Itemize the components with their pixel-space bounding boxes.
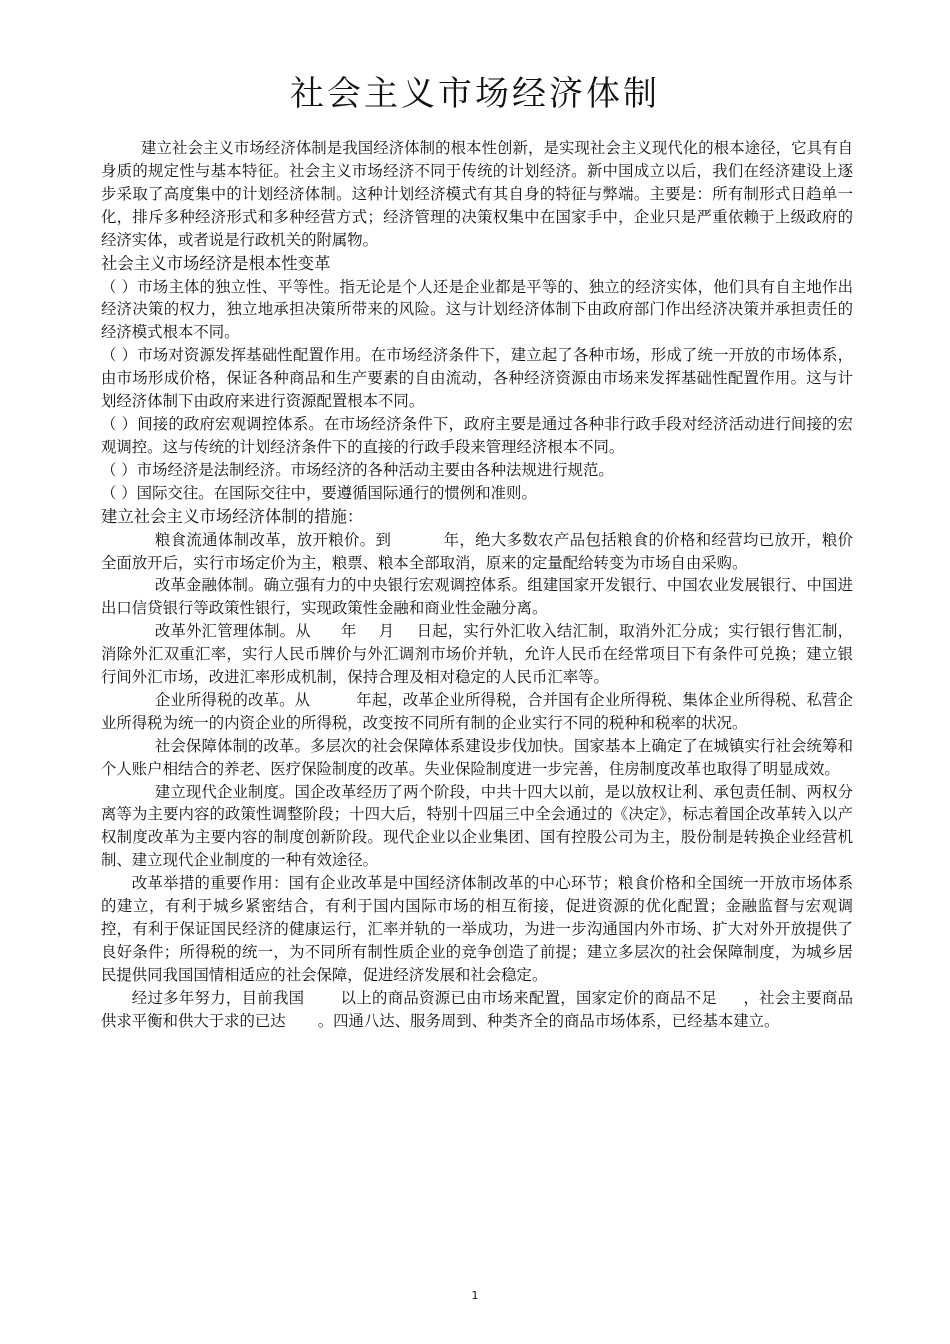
measure-forex-text-d: 日起，实行外汇收入结汇制，取消外汇分成；实行银行售汇制，消除外汇双重汇率，实行人民币牌价与外汇调剂市场价并轨，允许人民币在经常项目下有条件可兑换；建立银行间外汇市场，改进汇率形成机制，保持合理及相对稳定的人民币汇率等。 [101, 622, 853, 687]
conclusion-text-c: ，社会主要商品供求平衡和供大于求的已达 [101, 988, 853, 1030]
measure-forex-text-a: 改革外汇管理体制。从 [154, 622, 311, 641]
measure-grain-text-b: 年，绝大多数农产品包括粮食的价格和经营均已放开，粮价全面放开后，实行市场定价为主，粮票、粮本全部取消，原来的定量配给转变为市场自由采购。 [101, 530, 853, 572]
measure-tax-text-a: 企业所得税的改革。从 [154, 690, 311, 709]
importance-paragraph: 改革举措的重要作用：国有企业改革是中国经济体制改革的中心环节；粮食价格和全国统一开放市场体系的建立，有利于城乡紧密结合，有利于国内国际市场的相互衔接，促进资源的优化配置；金融监督与宏观调控，有利于保证国民经济的健康运行，汇率并轨的一举成功，为进一步沟通国内外市场、扩大对外开放提供了良好条件；所得税的统一，为不同所有制性质企业的竞争创造了前提；建立多层次的社会保障制度，为城乡居民提供同我国国情相适应的社会保障，促进经济发展和社会稳定。 [101, 874, 853, 984]
list-item: （ ）市场主体的独立性、平等性。指无论是个人还是企业都是平等的、独立的经济实体，他们具有自主地作出经济决策的权力，独立地承担决策所带来的风险。这与计划经济体制下由政府部门作出经济决策并承担责任的经济模式根本不同。 [101, 277, 853, 342]
measure-forex [101, 620, 853, 689]
measure-tax-text-b: 年起，改革企业所得税，合并国有企业所得税、集体企业所得税、私营企业所得税为统一的内资企业的所得税，改变按不同所有制的企业实行不同的税种和税率的状况。 [101, 690, 853, 732]
section-heading-change: 社会主义市场经济是根本性变革 [101, 253, 331, 273]
section-heading-measures: 建立社会主义市场经济体制的措施： [101, 506, 364, 526]
conclusion-text-a: 经过多年努力，目前我国 [131, 988, 305, 1007]
measure-forex-text-c: 月 [378, 622, 395, 641]
measure-finance: 改革金融体制。确立强有力的中央银行宏观调控体系。组建国家开发银行、中国农业发展银行、中国进出口信贷银行等政策性银行，实现政策性金融和商业性金融分离。 [101, 576, 853, 618]
list-item: （ ）国际交往。在国际交往中，要遵循国际通行的惯例和准则。 [101, 483, 537, 502]
conclusion-text-d: 。四通八达、服务周到、种类齐全的商品市场体系，已经基本建立。 [317, 1011, 780, 1030]
measure-social: 社会保障体制的改革。多层次的社会保障体系建设步伐加快。国家基本上确定了在城镇实行社会统筹和个人账户相结合的养老、医疗保险制度的改革。失业保险制度进一步完善，住房制度改革也取得了明显成效。 [101, 736, 853, 778]
list-item: （ ）间接的政府宏观调控体系。在市场经济条件下，政府主要是通过各种非行政手段对经济活动进行间接的宏观调控。这与传统的计划经济条件下的直接的行政手段来管理经济根本不同。 [101, 414, 853, 456]
document-title: 社会主义市场经济体制 [290, 74, 660, 114]
measure-enterprise: 建立现代企业制度。国企改革经历了两个阶段，中共十四大以前，是以放权让利、承包责任制、两权分离等为主要内容的政策性调整阶段；十四大后，特别十四届三中全会通过的《决定》，标志着国企改革转入以产权制度改革为主要内容的制度创新阶段。现代企业以企业集团、国有控股公司为主，股份制是转换企业经营机制、建立现代企业制度的一种有效途径。 [101, 782, 853, 870]
measure-grain [101, 529, 853, 575]
page-number: 1 [471, 1289, 479, 1302]
list-item: （ ）市场对资源发挥基础性配置作用。在市场经济条件下，建立起了各种市场，形成了统一开放的市场体系，由市场形成价格，保证各种商品和生产要素的自由流动，各种经济资源由市场来发挥基础性配置作用。这与计划经济体制下由政府来进行资源配置根本不同。 [101, 346, 853, 411]
conclusion-paragraph [101, 987, 853, 1033]
list-item: （ ）市场经济是法制经济。市场经济的各种活动主要由各种法规进行规范。 [101, 460, 614, 479]
intro-paragraph: 建立社会主义市场经济体制是我国经济体制的根本性创新，是实现社会主义现代化的根本途径，它具有自身质的规定性与基本特征。社会主义市场经济不同于传统的计划经济。新中国成立以后，我们在经济建设上逐步采取了高度集中的计划经济体制。这种计划经济模式有其自身的特征与弊端。主要是：所有制形式日趋单一化，排斥多种经济形式和多种经营方式；经济管理的决策权集中在国家手中，企业只是严重依赖于上级政府的经济实体，或者说是行政机关的附属物。 [101, 139, 853, 249]
document-body [101, 137, 853, 1033]
measure-forex-text-b: 年 [340, 622, 357, 641]
conclusion-text-b: 以上的商品资源已由市场来配置，国家定价的商品不足 [340, 988, 718, 1007]
measure-tax [101, 689, 853, 735]
measure-grain-text-a: 粮食流通体制改革，放开粮价。到 [154, 530, 392, 549]
